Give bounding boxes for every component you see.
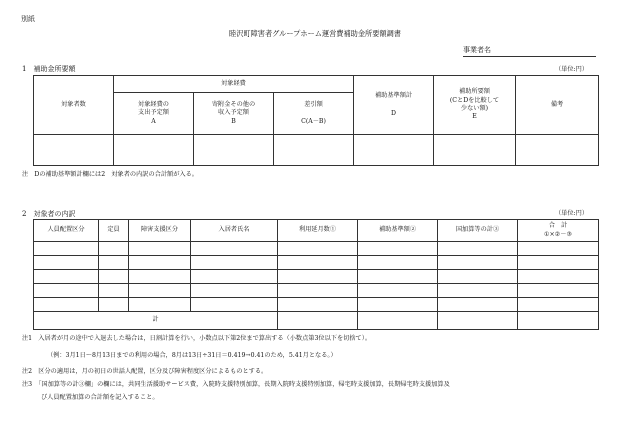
note2-1: 注1 入居者が月の途中で入退去した場合は，日割計算を行い，小数点以下第2位まで算出する（小数点第3位以下を切捨て）。 (22, 335, 372, 342)
note2-2: 注2 区分の適用は，月の初日の世話人配置，区分及び障害程度区分によるものとする。 (22, 368, 268, 375)
header-capacity: 定員 (99, 220, 129, 242)
total-label: 計 (34, 312, 278, 330)
section2-heading: 2 対象者の内訳 (22, 210, 76, 218)
page-label: 別紙 (21, 15, 35, 23)
table-row (34, 284, 599, 298)
note2-3-continued: び人員配置加算の合計額を記入すること。 (41, 394, 159, 401)
note2-3: 注3 「国加算等の計③欄」の欄には，共同生活援助サービス費，入院時支援特別加算，長期入院時支援特別加算，帰宅時支援加算，長期帰宅時支援加算及 (22, 381, 450, 388)
subjects-breakdown-table (33, 219, 599, 330)
cell-diff-c (274, 135, 354, 166)
header-national-additions: 国加算等の計③ (438, 220, 518, 242)
header-expense-a: 対象経費の 支出予定額 A (114, 93, 194, 135)
document-title: 睦沢町障害者グループホーム運営費補助金所要額調書 (229, 29, 401, 38)
section1-heading: 1 補助金所要額 (22, 65, 76, 73)
cell-required-e (434, 135, 516, 166)
table-row (34, 270, 599, 284)
note2-example: （例：3月1日～8月13日までの利用の場合，8月は13日÷31日＝0.419→0.41のため，5.41月となる。） (47, 352, 337, 359)
header-base-d: 補助基準額計 D (354, 76, 434, 135)
table-row (34, 242, 599, 256)
cell-subjects (34, 135, 114, 166)
header-support-category: 障害支援区分 (129, 220, 191, 242)
header-subjects: 対象者数 (34, 76, 114, 135)
cell-donation-b (194, 135, 274, 166)
cell-remarks (516, 135, 599, 166)
header-donation-b: 寄附金その他の 収入予定額 B (194, 93, 274, 135)
applicant-label: 事業者名 (463, 46, 491, 54)
header-total: 合 計 ①×②－③ (518, 220, 599, 242)
table-row (34, 256, 599, 270)
header-required-e: 補助所要額 (CとDを比較して 少ない額) E (434, 76, 516, 135)
header-base-amount: 補助基準額② (358, 220, 438, 242)
header-remarks: 備考 (516, 76, 599, 135)
header-staffing-category: 人員配置区分 (34, 220, 99, 242)
table-row (34, 298, 599, 312)
cell-base-d (354, 135, 434, 166)
header-expense-group: 対象経費 (114, 76, 354, 93)
header-resident-name: 入居者氏名 (191, 220, 278, 242)
cell-expense-a (114, 135, 194, 166)
header-diff-c: 差引額 C(A－B) (274, 93, 354, 135)
section1-unit: （単位:円） (555, 66, 589, 73)
header-usage-months: 利用延月数① (278, 220, 358, 242)
required-amount-table (33, 75, 599, 166)
section2-unit: （単位:円） (555, 210, 589, 217)
total-row (34, 312, 599, 330)
applicant-name-line (463, 56, 596, 57)
note1: 注 Dの補助基準額計欄には2 対象者の内訳の合計額が入る。 (22, 171, 198, 178)
